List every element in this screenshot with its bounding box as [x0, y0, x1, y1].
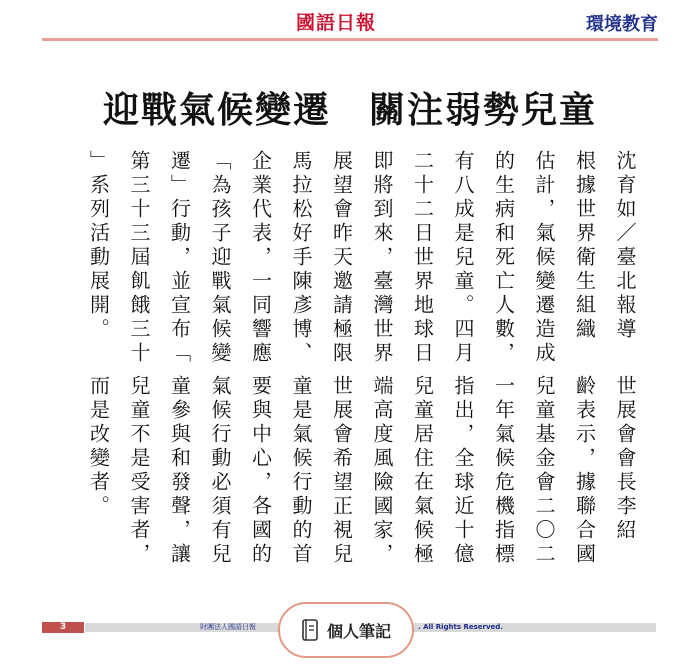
text-column: 要與中心，各國的 — [248, 375, 273, 567]
copyright-right: . All Rights Reserved. — [418, 623, 503, 631]
text-column: 世展會希望正視兒 — [329, 375, 354, 567]
text-column: 兒童居住在氣候極 — [410, 375, 435, 567]
personal-notes-label: 個人筆記 — [326, 621, 391, 641]
header-divider — [42, 38, 658, 41]
text-column: 世展會會長李紹 — [613, 375, 637, 543]
text-column: 指出，全球近十億 — [451, 375, 475, 567]
copyright-left: 財團法人國語日報 — [200, 623, 256, 631]
text-column: 齡表示，據聯合國 — [572, 375, 597, 567]
text-column: 估計，氣候變遷造成 — [532, 150, 556, 366]
section-label: 環境教育 — [586, 14, 658, 35]
text-column: 馬拉松好手陳彥博、 — [289, 150, 313, 366]
text-column: 一年氣候危機指標 — [491, 375, 516, 567]
page-header — [0, 0, 700, 44]
text-column: 童參與和發聲，讓 — [167, 375, 192, 567]
article-title: 迎戰氣候變遷 關注弱勢兒童 — [102, 90, 597, 131]
text-column: 的生病和死亡人數， — [491, 150, 516, 366]
text-column: 二十二日世界地球日 — [410, 150, 435, 366]
text-column: 即將到來，臺灣世界 — [370, 150, 394, 366]
text-column: 遷」行動，並宣布「 — [167, 150, 192, 366]
text-column: 童是氣候行動的首 — [289, 375, 313, 567]
text-column: 根據世界衛生組織 — [572, 150, 597, 342]
text-column: 展望會昨天邀請極限 — [329, 150, 354, 366]
text-column: 有八成是兒童。四月 — [451, 150, 475, 366]
page-number: 3 — [42, 622, 84, 633]
text-column: 氣候行動必須有兒 — [208, 375, 232, 567]
text-column: 而是改變者。 — [86, 375, 111, 519]
text-column: 端高度風險國家， — [370, 375, 394, 567]
newspaper-logo: 國語日報 — [296, 12, 377, 34]
text-column: 企業代表，一同響應 — [248, 150, 273, 366]
text-column: 「為孩子迎戰氣候變 — [208, 150, 232, 366]
text-column: 」系列活動展開。 — [86, 150, 111, 342]
text-column: 第三十三屆飢餓三十 — [127, 150, 151, 366]
text-column: 兒童基金會二〇二 — [532, 375, 556, 567]
personal-notes-button[interactable] — [278, 602, 414, 658]
notebook-icon — [301, 619, 319, 641]
text-column: 沈育如／臺北報導 — [613, 150, 637, 342]
text-column: 兒童不是受害者， — [127, 375, 151, 567]
